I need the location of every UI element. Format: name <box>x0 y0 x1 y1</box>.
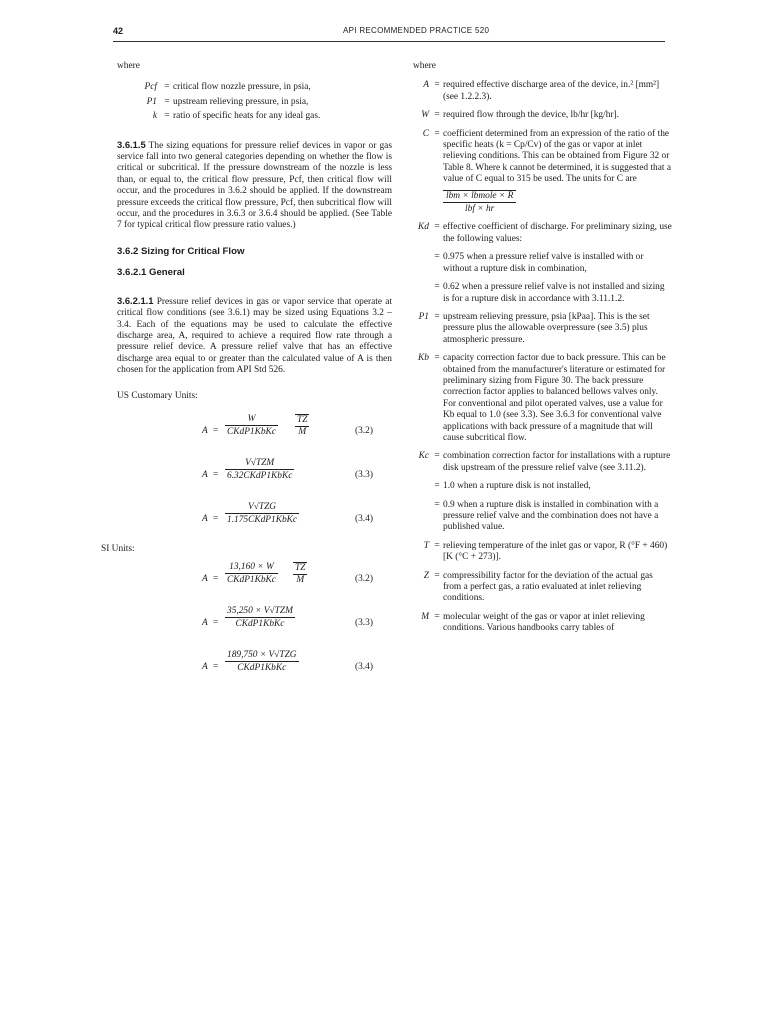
equation-fraction <box>225 606 295 631</box>
definition-text: effective coefficient of discharge. For preliminary sizing, use the following values: <box>443 222 672 244</box>
si-units-row <box>101 543 392 560</box>
equation-denominator: CKdP1KbKc <box>227 427 276 438</box>
definition-item: k = ratio of specific heats for any ideal gas. <box>117 111 392 122</box>
definition-symbol: Kb <box>418 353 429 364</box>
equation-3-3-us: A = V√TZM 6.32CKdP1KbKc (3.3) <box>202 457 373 482</box>
equation-lhs: A <box>202 513 208 524</box>
us-units-label: US Customary Units: <box>117 390 198 401</box>
sqrt-denominator: M <box>298 427 307 438</box>
definition-text: critical flow nozzle pressure, in psia, <box>173 82 311 93</box>
definition-text <box>443 129 673 216</box>
definition-item: Kc = combination correction factor for installations with a rupture disk upstream of the pressure relief valve (see 3.11.2). <box>413 451 673 474</box>
equation-number: (3.3) <box>355 469 373 480</box>
equation-3-4-us: A = V√TZG 1.175CKdP1KbKc (3.4) <box>202 501 373 526</box>
definition-symbol: Kd <box>418 222 429 233</box>
definition-text: molecular weight of the gas or vapor at inlet relieving conditions. Various handbooks carry tables of <box>443 611 645 634</box>
paragraph-text: Pressure relief devices in gas or vapor service that operate at critical flow conditions (see 3.6.1) may be sized using Equations 3.2 – 3.4. Each of the equations may be used to calculate the effective discharge area, A, required to achieve a required flow rate through a pressure relief device. A pressure relief valve that has an effective discharge area equal to or greater than the calculated value of A is then chosen for the application from API Std 526. <box>117 296 392 376</box>
kd-value-text: 0.62 when a pressure relief valve is not installed and sizing is for a rupture disk in accordance with 3.11.1.2. <box>443 282 665 304</box>
definition-text: required effective discharge area of the device, in.² [mm²] (see 1.2.2.3). <box>443 80 660 102</box>
kd-value-item: = 0.975 when a pressure relief valve is installed with or without a rupture disk in combination, <box>431 252 673 275</box>
definition-text: relieving temperature of the inlet gas or vapor, R (°F + 460) [K (°C + 273)]. <box>443 540 668 563</box>
equation-denominator: 1.175CKdP1KbKc <box>227 515 298 526</box>
definition-symbol: k <box>152 111 157 122</box>
definition-text: required flow through the device, lb/hr [kg/hr]. <box>443 110 619 121</box>
right-column <box>413 61 673 642</box>
section-heading-3-6-2-1: 3.6.2.1 General <box>117 267 185 279</box>
definition-text: upstream relieving pressure, in psia, <box>173 96 309 107</box>
equation-denominator: CKdP1KbKc <box>235 619 285 630</box>
equation-lhs: A <box>202 661 208 672</box>
equation-fraction <box>225 458 294 483</box>
c-units-denominator: lbf × hr <box>465 204 495 215</box>
equation-fraction <box>225 414 278 439</box>
left-column <box>101 61 392 692</box>
paragraph-text: The sizing equations for pressure relief devices in vapor or gas service fall into two general categories depending on whether the flow is critical or subcritical. If the pressure downstream of the nozzle is less than, or equal to, the critical flow pressure, Pcf, then critical flow will occur, and the procedures in 3.6.2 should be applied. If the downstream pressure exceeds the critical flow pressure, Pcf, then subcritical flow will occur, and the procedures in 3.6.3 or 3.6.4 should be applied. (See Table 7 for typical critical flow pressure ratio values.) <box>117 140 392 231</box>
variable-definitions <box>117 82 392 122</box>
definition-item: Kb = capacity correction factor due to back pressure. This can be obtained from the manufacturer's literature or estimated for preliminary sizing from Figure 30. The back pressure correction factor applies to balanced bellows valves only. For conventional and pilot operated valves, use a value for Kb equal to 1.0 (see 3.3). See 3.6.3 for conventional valve applications with back pressure of a magnitude that will cause subcritical flow. <box>413 353 673 444</box>
equation-numerator: V√TZM <box>225 458 294 470</box>
equation-fraction <box>225 650 299 675</box>
kc-value-text: 0.9 when a rupture disk is installed in combination with a pressure relief valve and the combination does not have a published value. <box>443 499 659 533</box>
equation-lhs: A <box>202 573 208 584</box>
equation-numerator: V√TZG <box>225 502 299 514</box>
equation-lhs: A <box>202 425 208 436</box>
paragraph-number: 3.6.1.5 <box>117 138 146 150</box>
equation-fraction <box>225 502 299 527</box>
c-units-fraction <box>443 190 516 216</box>
paragraph-number: 3.6.2.1.1 <box>117 294 154 306</box>
definition-symbol: C <box>422 128 429 139</box>
equation-3-2-si: A = 13,160 × W CKdP1KbKc $\frac{TZ}{M}$ (3.2) <box>202 561 373 586</box>
equation-lhs: A <box>202 617 208 628</box>
definition-symbol: P1 <box>146 96 157 107</box>
equation-number: (3.2) <box>355 425 373 436</box>
definition-item: P1 = upstream relieving pressure, in psia, <box>117 97 392 108</box>
definition-item: M = molecular weight of the gas or vapor at inlet relieving conditions. Various handbooks carry tables of <box>413 612 673 635</box>
equation-numerator: 35,250 × V√TZM <box>225 606 295 618</box>
paragraph-3-6-2-1-1 <box>117 295 392 377</box>
kd-value-item: = 0.62 when a pressure relief valve is not installed and sizing is for a rupture disk in accordance with 3.11.1.2. <box>431 282 673 305</box>
sqrt-numerator: TZ <box>293 562 307 575</box>
equation-numerator: W <box>225 414 278 426</box>
definition-symbol: P1 <box>418 311 429 322</box>
definition-symbol: Z <box>423 570 429 581</box>
definition-item: Z = compressibility factor for the deviation of the actual gas from a perfect gas, a ratio evaluated at inlet relieving conditions. <box>413 571 673 605</box>
definition-text-body: coefficient determined from an expression of the ratio of the specific heats (k = Cp/Cv) of the gas or vapor at inlet relieving conditions. This can be obtained from Figure 32 or Table 8. Where k cannot be determined, it is suggested that a value of C equal to 315 be used. The units for C are <box>443 128 672 185</box>
definition-symbol: W <box>421 110 429 121</box>
definition-item: W = required flow through the device, lb/hr [kg/hr]. <box>413 110 673 121</box>
definition-item: P1 = upstream relieving pressure, psia [kPaa]. This is the set pressure plus the allowable overpressure (see 3.5) plus atmospheric pressure. <box>413 312 673 346</box>
equation-3-2-us: A = W CKdP1KbKc $\frac{TZ}{M}$ (3.2) <box>202 413 373 438</box>
definition-text: ratio of specific heats for any ideal gas. <box>173 111 321 122</box>
equation-sqrt <box>293 562 307 587</box>
header-rule <box>113 41 665 42</box>
equation-sqrt <box>295 414 309 439</box>
definition-item: Pcf = critical flow nozzle pressure, in psia, <box>117 82 392 93</box>
running-title: API RECOMMENDED PRACTICE 520 <box>343 26 490 35</box>
kc-value-item: = 0.9 when a rupture disk is installed in combination with a pressure relief valve and the combination does not have a published value. <box>431 500 673 534</box>
definition-item: T = relieving temperature of the inlet gas or vapor, R (°F + 460) [K (°C + 273)]. <box>413 541 673 564</box>
equation-denominator: CKdP1KbKc <box>237 663 287 674</box>
definition-symbol: M <box>421 611 429 622</box>
sqrt-denominator: M <box>296 575 305 586</box>
page-number: 42 <box>113 26 124 36</box>
paragraph-3-6-1-5 <box>117 139 392 232</box>
equation-3-3-si: A = 35,250 × V√TZM CKdP1KbKc (3.3) <box>202 605 373 630</box>
equation-3-4-si: A = 189,750 × V√TZG CKdP1KbKc (3.4) <box>202 649 373 674</box>
definition-text: combination correction factor for installations with a rupture disk upstream of the pressure relief valve (see 3.11.2). <box>443 451 671 473</box>
equation-number: (3.4) <box>355 661 373 672</box>
equation-number: (3.2) <box>355 573 373 584</box>
where-label: where <box>117 61 140 71</box>
definition-symbol: A <box>423 80 429 91</box>
definition-item: C = coefficient determined from an expression of the ratio of the specific heats (k = Cp/Cv) of the gas or vapor at inlet relieving conditions. This can be obtained from Figure 32 or Table 8. Where k cannot be determined, it is suggested that a value of C equal to 315 be used. The units for C are $\frac{\text{lbm × lbmole × R}}{\text{lbf × hr}}$ <box>413 129 673 216</box>
definition-text: upstream relieving pressure, psia [kPaa]. This is the set pressure plus the allowable overpressure (see 3.5) plus atmospheric pressure. <box>443 311 650 345</box>
kc-value-item: = 1.0 when a rupture disk is not installed, <box>431 481 673 492</box>
definition-symbol: Kc <box>418 451 429 462</box>
kd-value-text: 0.975 when a pressure relief valve is installed with or without a rupture disk in combination, <box>443 252 644 274</box>
si-units-label: SI Units: <box>101 543 135 554</box>
equation-lhs: A <box>202 469 208 480</box>
sqrt-numerator: TZ <box>295 414 309 427</box>
definition-text: compressibility factor for the deviation of the actual gas from a perfect gas, a ratio evaluated at inlet relieving conditions. <box>443 570 653 604</box>
definition-item: Kd = effective coefficient of discharge. For preliminary sizing, use the following values: <box>413 222 673 245</box>
section-heading-3-6-2: 3.6.2 Sizing for Critical Flow <box>117 245 245 257</box>
definition-symbol: T <box>423 540 429 551</box>
equation-fraction <box>225 562 278 587</box>
definition-text: capacity correction factor due to back pressure. This can be obtained from the manufacturer's literature or estimated for preliminary sizing from Figure 30. The back pressure correction factor applies to balanced bellows valves only. For conventional and pilot operated valves, use a value for Kb equal to 1.0 (see 3.3). See 3.6.3 for conventional valve applications with back pressure of a magnitude that will cause subcritical flow. <box>443 353 666 443</box>
definition-item: A = required effective discharge area of the device, in.² [mm²] (see 1.2.2.3). <box>413 80 673 103</box>
kc-value-text: 1.0 when a rupture disk is not installed, <box>443 481 591 492</box>
where-label: where <box>413 61 436 71</box>
equation-denominator: CKdP1KbKc <box>227 575 276 586</box>
page-header <box>113 26 665 40</box>
equation-numerator: 13,160 × W <box>225 562 278 574</box>
equation-denominator: 6.32CKdP1KbKc <box>227 471 293 482</box>
equation-number: (3.3) <box>355 617 373 628</box>
equation-number: (3.4) <box>355 513 373 524</box>
definition-symbol: Pcf <box>144 82 157 93</box>
equation-numerator: 189,750 × V√TZG <box>225 650 299 662</box>
c-units-numerator: lbm × lbmole × R <box>443 190 516 203</box>
